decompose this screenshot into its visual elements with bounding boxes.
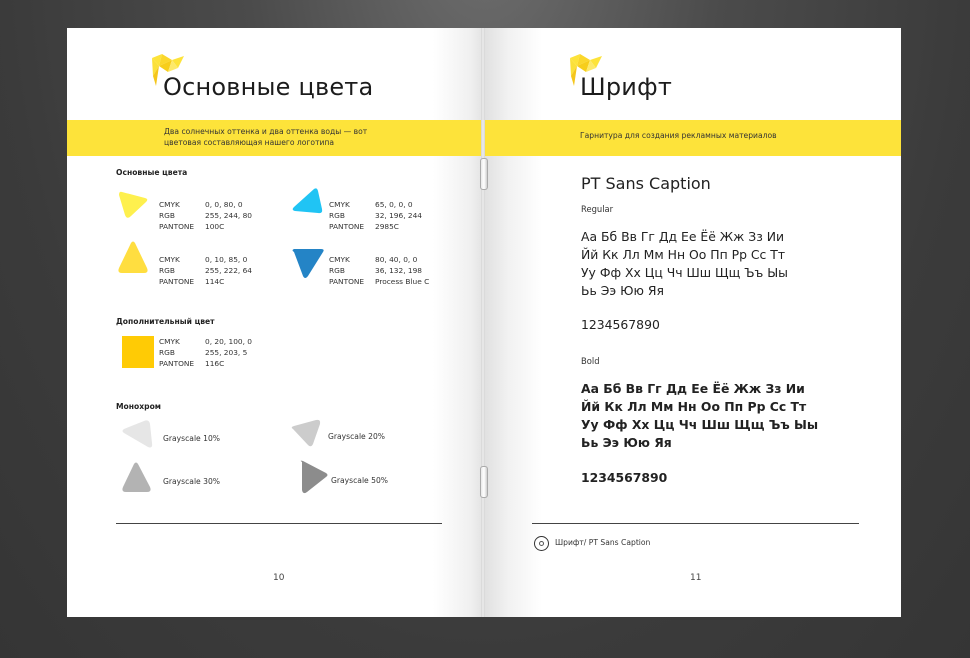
cmyk-value: 0, 0, 80, 0 bbox=[205, 200, 243, 209]
rgb-value: 255, 203, 5 bbox=[205, 348, 248, 358]
pantone-label: PANTONE bbox=[329, 222, 365, 232]
cmyk-value: 65, 0, 0, 0 bbox=[375, 200, 413, 209]
grayscale-label-20: Grayscale 20% bbox=[328, 432, 386, 441]
section-heading-extra-color: Дополнительный цвет bbox=[116, 317, 215, 326]
alphabet-line: Аа Бб Вв Гг Дд Ее Ёё Жж Зз Ии bbox=[581, 381, 805, 396]
alphabet-line: Уу Фф Хх Цц Чч Шш Щщ Ъъ Ыы bbox=[581, 265, 788, 280]
swatch-shape bbox=[122, 463, 150, 493]
divider bbox=[532, 523, 859, 524]
page-title: Основные цвета bbox=[163, 73, 374, 101]
pantone-value: Process Blue C bbox=[375, 277, 430, 287]
color-spec-1 bbox=[159, 199, 252, 233]
rgb-value: 32, 196, 244 bbox=[375, 211, 423, 221]
footer-caption: Шрифт/ PT Sans Caption bbox=[555, 538, 651, 547]
grayscale-label-50: Grayscale 50% bbox=[331, 476, 389, 485]
binder-ring-icon bbox=[480, 158, 488, 190]
cmyk-label: CMYK bbox=[159, 255, 180, 264]
rgb-value: 255, 244, 80 bbox=[205, 211, 253, 221]
color-spec-3 bbox=[159, 254, 252, 288]
swatch-shape bbox=[123, 420, 153, 447]
section-heading-main-colors: Основные цвета bbox=[116, 168, 188, 177]
digits-bold: 1234567890 bbox=[581, 470, 668, 485]
left-page bbox=[67, 28, 483, 617]
swatch-shape bbox=[293, 188, 322, 213]
color-swatch-blue bbox=[290, 248, 326, 280]
pantone-label: PANTONE bbox=[159, 277, 195, 287]
band-text-line-2: цветовая составляющая нашего логотипа bbox=[164, 138, 335, 147]
grayscale-label-10: Grayscale 10% bbox=[163, 434, 221, 443]
swatch-shape bbox=[301, 461, 328, 493]
grayscale-swatch-30 bbox=[120, 461, 154, 495]
alphabet-bold bbox=[581, 380, 818, 452]
grayscale-label-30: Grayscale 30% bbox=[163, 477, 221, 486]
bold-label: Bold bbox=[581, 356, 600, 366]
cmyk-value: 0, 20, 100, 0 bbox=[205, 337, 253, 346]
pantone-label: PANTONE bbox=[329, 277, 365, 287]
rgb-value: 255, 222, 64 bbox=[205, 266, 253, 276]
cmyk-label: CMYK bbox=[329, 255, 350, 264]
alphabet-line: Йй Кк Лл Мм Нн Оо Пп Рр Сс Тт bbox=[581, 399, 807, 414]
digits-regular: 1234567890 bbox=[581, 317, 660, 332]
pantone-value: 116C bbox=[205, 359, 225, 369]
color-swatch-yellow-light bbox=[116, 189, 150, 221]
circle-icon bbox=[534, 536, 549, 551]
pantone-value: 2985C bbox=[375, 222, 399, 232]
alphabet-line: Ьь Ээ Юю Яя bbox=[581, 435, 672, 450]
alphabet-line: Ьь Ээ Юю Яя bbox=[581, 283, 664, 298]
cmyk-value: 80, 40, 0, 0 bbox=[375, 255, 418, 264]
rgb-label: RGB bbox=[329, 211, 345, 221]
cmyk-label: CMYK bbox=[329, 200, 350, 209]
color-swatch-yellow bbox=[116, 240, 150, 276]
cmyk-value: 0, 10, 85, 0 bbox=[205, 255, 248, 264]
regular-label: Regular bbox=[581, 204, 614, 214]
grayscale-swatch-20 bbox=[289, 417, 323, 449]
page-number: 11 bbox=[690, 573, 702, 583]
swatch-shape bbox=[292, 420, 320, 446]
book-spine bbox=[481, 28, 485, 617]
color-spec-2 bbox=[329, 199, 422, 233]
color-swatch-extra bbox=[122, 336, 154, 368]
grayscale-swatch-10 bbox=[120, 419, 154, 451]
cmyk-label: CMYK bbox=[159, 337, 180, 346]
alphabet-line: Уу Фф Хх Цц Чч Шш Щщ Ъъ Ыы bbox=[581, 417, 819, 432]
rgb-label: RGB bbox=[159, 348, 175, 358]
rgb-label: RGB bbox=[159, 211, 175, 221]
alphabet-regular bbox=[581, 228, 788, 300]
swatch-shape bbox=[293, 249, 324, 278]
section-heading-monochrome: Монохром bbox=[116, 402, 161, 411]
grayscale-swatch-50 bbox=[297, 459, 331, 495]
alphabet-line: Йй Кк Лл Мм Нн Оо Пп Рр Сс Тт bbox=[581, 247, 786, 262]
band-text bbox=[164, 126, 367, 148]
rgb-value: 36, 132, 198 bbox=[375, 266, 423, 276]
pantone-value: 114C bbox=[205, 277, 225, 287]
right-page bbox=[484, 28, 901, 617]
rgb-label: RGB bbox=[159, 266, 175, 276]
pantone-label: PANTONE bbox=[159, 222, 195, 232]
rgb-label: RGB bbox=[329, 266, 345, 276]
band-text-line-1: Два солнечных оттенка и два оттенка воды — вот bbox=[164, 127, 368, 136]
swatch-shape bbox=[119, 192, 147, 218]
band-text: Гарнитура для создания рекламных материалов bbox=[580, 131, 777, 140]
page-title: Шрифт bbox=[580, 73, 672, 101]
binder-ring-icon bbox=[480, 466, 488, 498]
color-swatch-cyan bbox=[290, 187, 324, 217]
cmyk-label: CMYK bbox=[159, 200, 180, 209]
alphabet-line: Аа Бб Вв Гг Дд Ее Ёё Жж Зз Ии bbox=[581, 229, 785, 244]
divider bbox=[116, 523, 442, 524]
pantone-label: PANTONE bbox=[159, 359, 195, 369]
pantone-value: 100C bbox=[205, 222, 225, 232]
color-spec-4 bbox=[329, 254, 429, 288]
color-spec-extra bbox=[159, 336, 252, 370]
swatch-shape bbox=[118, 242, 147, 274]
page-number: 10 bbox=[273, 573, 285, 583]
font-name: PT Sans Caption bbox=[581, 174, 711, 193]
